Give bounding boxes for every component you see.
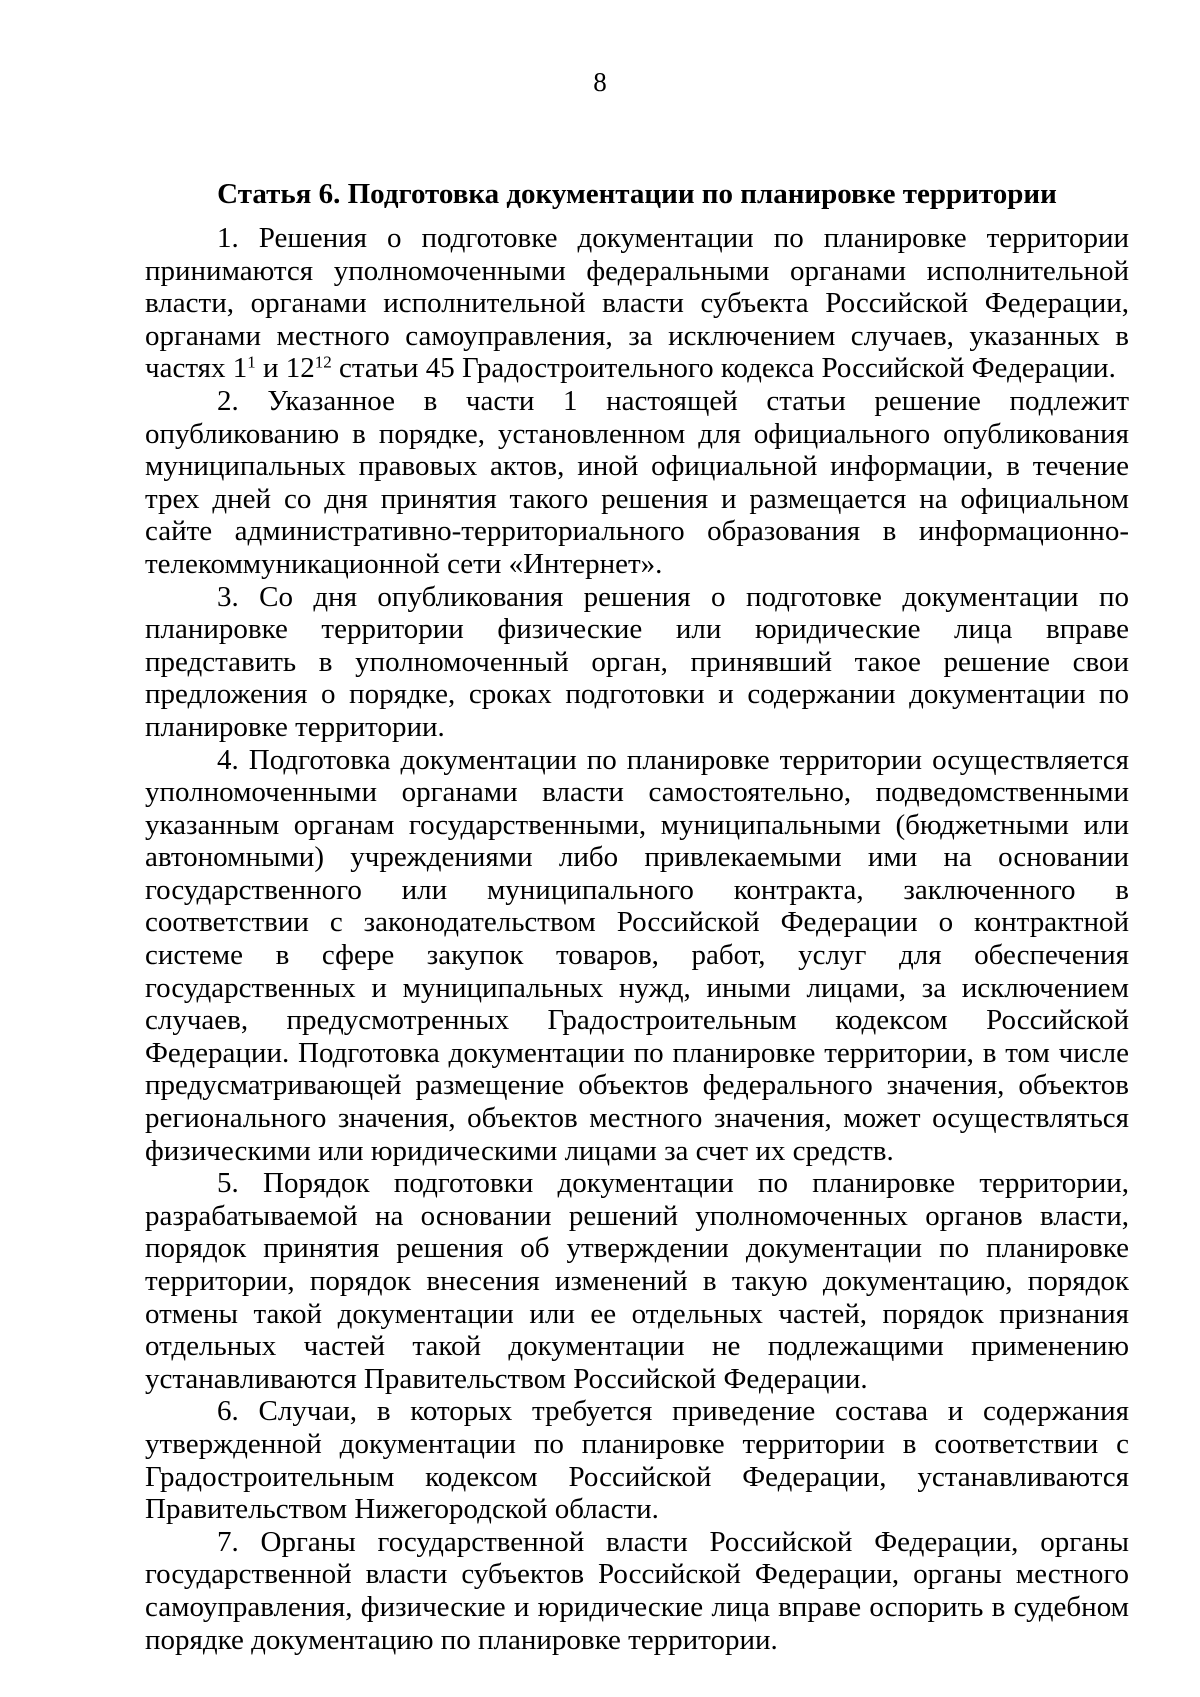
paragraph-7: 7. Органы государственной власти Российской Федерации, органы государственной власти субъектов Российской Федерации, органы местного самоуправления, физические и юридические лица вправе оспорить в судебном порядке документацию по планировке территории. [145, 1525, 1129, 1656]
paragraph-4: 4. Подготовка документации по планировке территории осуществляется уполномоченными органами власти самостоятельно, подведомственными указанным органам государственными, муниципальными (бюджетными или автономными) учреждениями либо привлекаемыми ими на основании государственного или муниципального контракта, заключенного в соответствии с законодательством Российской Федерации о контрактной системе в сфере закупок товаров, работ, услуг для обеспечения государственных и муниципальных нужд, иными лицами, за исключением случаев, предусмотренных Градостроительным кодексом Российской Федерации. Подготовка документации по планировке территории, в том числе предусматривающей размещение объектов федерального значения, объектов регионального значения, объектов местного значения, может осуществляться физическими или юридическими лицами за счет их средств. [145, 743, 1129, 1167]
article-body [145, 175, 1129, 1656]
page-number: 8 [593, 67, 607, 97]
superscript-12: 12 [314, 353, 332, 373]
paragraph-1 [145, 222, 1129, 385]
article-title: Статья 6. Подготовка документации по планировке территории [217, 178, 1057, 210]
superscript-1: 1 [247, 353, 256, 373]
paragraph-2: 2. Указанное в части 1 настоящей статьи решение подлежит опубликованию в порядке, установленном для официального опубликования муниципальных правовых актов, иной официальной информации, в течение трех дней со дня принятия такого решения и размещается на официальном сайте административно-территориального образования в информационно-телекоммуникационной сети «Интернет». [145, 384, 1129, 580]
paragraph-5: 5. Порядок подготовки документации по планировке территории, разрабатываемой на основании решений уполномоченных органов власти, порядок принятия решения об утверждении документации по планировке территории, порядок внесения изменений в такую документацию, порядок отмены такой документации или ее отдельных частей, порядок признания отдельных частей такой документации не подлежащими применению устанавливаются Правительством Российской Федерации. [145, 1167, 1129, 1395]
paragraph-1-text-end: статьи 45 Градостроительного кодекса Российской Федерации. [331, 352, 1116, 385]
paragraph-1-text-middle: и 12 [255, 352, 315, 385]
paragraph-1-text: 1. Решения о подготовке документации по планировке территории принимаются уполномоченными федеральными органами исполнительной власти, органами исполнительной власти субъекта Российской Федерации, органами местного самоуправления, за исключением случаев, указанных в частях 1 [145, 222, 1129, 385]
paragraph-6: 6. Случаи, в которых требуется приведение состава и содержания утвержденной документации по планировке территории в соответствии с Градостроительным кодексом Российской Федерации, устанавливаются Правительством Нижегородской области. [145, 1395, 1129, 1526]
paragraph-3: 3. Со дня опубликования решения о подготовке документации по планировке территории физические или юридические лица вправе представить в уполномоченный орган, принявший такое решение свои предложения о порядке, сроках подготовки и содержании документации по планировке территории. [145, 580, 1129, 743]
